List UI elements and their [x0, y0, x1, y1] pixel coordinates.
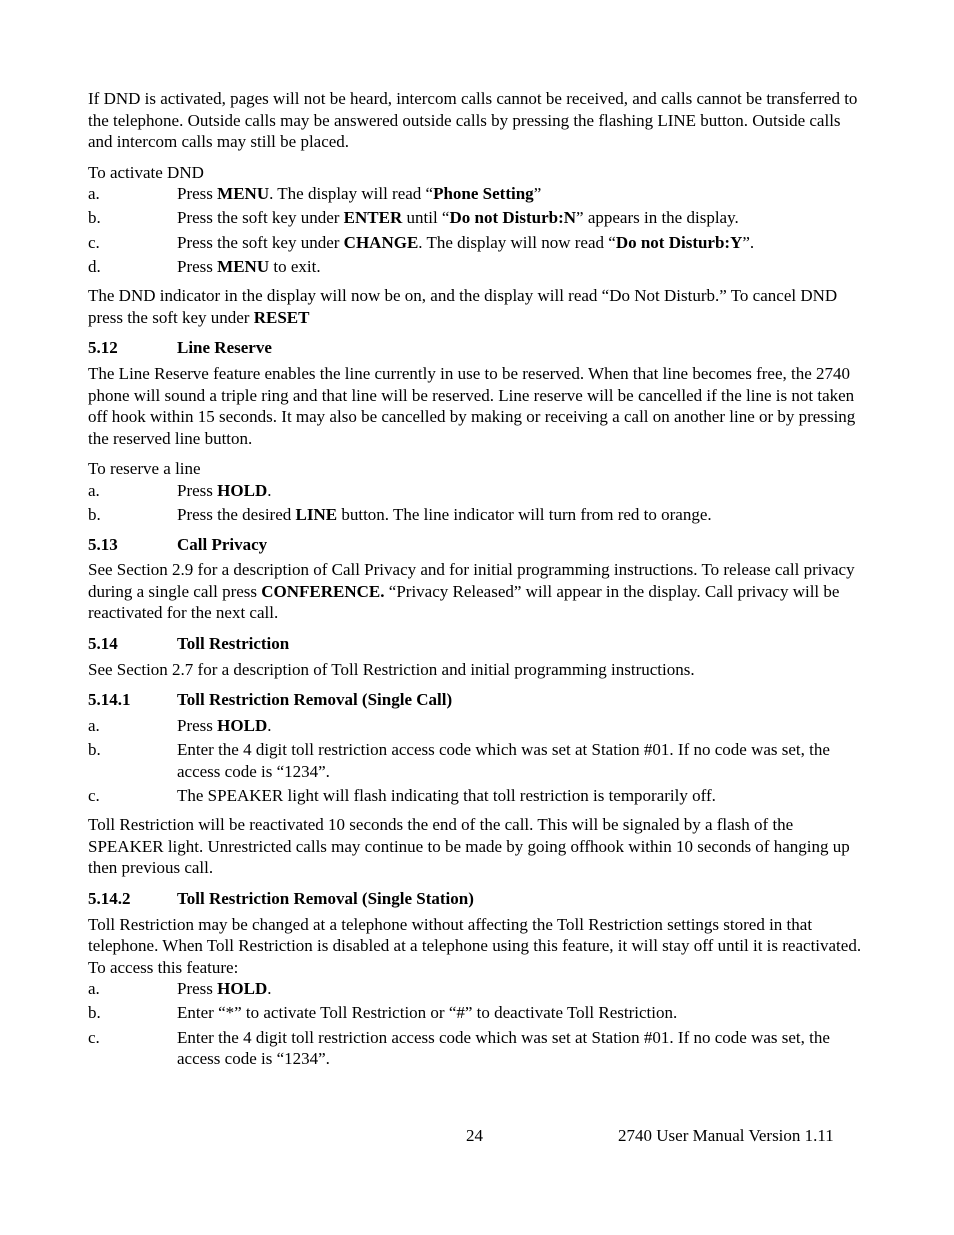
bold-run: Phone Setting: [433, 184, 534, 204]
section-number: 5.12: [88, 338, 118, 358]
bold-run: MENU: [217, 256, 270, 276]
toll-restriction-paragraph: See Section 2.7 for a description of Toll Restriction and initial programming instructions.: [88, 659, 695, 679]
section-number: 5.14: [88, 634, 118, 654]
text-run: The DND indicator in the display will now be on, and the display will read “Do Not Disturb.” To cancel DND press the soft key under: [88, 286, 838, 327]
text-run: . The display will read “: [269, 184, 434, 204]
single-station-steps: [88, 978, 868, 1069]
list-item: [88, 739, 868, 782]
section-heading-5-14-2: [88, 888, 868, 910]
list-item: [88, 715, 868, 737]
item-text: [177, 480, 868, 502]
item-label: b.: [88, 739, 101, 759]
item-text: [177, 715, 868, 737]
dnd-after-paragraph: [88, 285, 868, 328]
dnd-paragraph: If DND is activated, pages will not be heard, intercom calls cannot be received, and calls cannot be transferred to the telephone. Outside calls may be answered outside calls by pressing the flashing LINE button. Outside calls and intercom calls may still be placed.: [88, 89, 858, 152]
text-run: Press: [177, 715, 218, 735]
section-heading-5-13: [88, 534, 868, 556]
section-number: 5.14.2: [88, 889, 131, 908]
list-item: [88, 1002, 868, 1024]
list-item: [88, 480, 868, 502]
item-text: [177, 183, 868, 205]
bold-run: LINE: [295, 505, 338, 525]
text-run: ” appears in the display.: [576, 208, 739, 228]
text-run: Press the soft key under: [177, 208, 344, 228]
item-text: [177, 504, 868, 526]
text-run: .: [267, 481, 272, 500]
item-text: Enter “*” to activate Toll Restriction or “#” to deactivate Toll Restriction.: [177, 1003, 678, 1023]
text-run: Press: [177, 979, 218, 999]
line-reserve-intro: To reserve a line: [88, 459, 201, 479]
text-run: . The display will now read “: [418, 232, 616, 252]
page-footer: [0, 1125, 954, 1147]
item-text: [177, 256, 868, 278]
text-run: button. The line indicator will turn from red to orange.: [337, 505, 712, 525]
item-text: The SPEAKER light will flash indicating that toll restriction is temporarily off.: [177, 785, 716, 805]
section-number: 5.13: [88, 534, 118, 554]
bold-run: RESET: [253, 307, 310, 327]
bold-run: CHANGE: [343, 232, 419, 252]
section-heading-5-14-1: [88, 689, 868, 711]
list-item: [88, 1027, 868, 1070]
bold-run: ENTER: [343, 208, 403, 228]
item-label: c.: [88, 1027, 100, 1047]
text-run: Press: [177, 256, 218, 276]
item-label: a.: [88, 184, 100, 204]
list-item: [88, 256, 868, 278]
section-heading-5-12: [88, 337, 868, 359]
single-call-steps: [88, 715, 868, 806]
section-title: Toll Restriction Removal (Single Station): [177, 889, 474, 908]
line-reserve-paragraph: The Line Reserve feature enables the line currently in use to be reserved. When that line becomes free, the 2740 phone will sound a triple ring and that line will be reserved. Line reserve will be cancelled if the line is not taken off hook within 15 seconds. It may also be cancelled by making or receiving a call on another line or by pressing the reserved line button.: [88, 364, 856, 448]
text-run: .: [267, 715, 272, 735]
text-run: Press the soft key under: [177, 232, 344, 252]
section-title: Toll Restriction: [177, 634, 290, 654]
item-label: c.: [88, 232, 100, 252]
list-item: [88, 232, 868, 254]
text-run: ”: [533, 184, 542, 204]
bold-run: Do not Disturb:N: [449, 208, 577, 228]
item-label: d.: [88, 256, 101, 276]
list-item: [88, 978, 868, 1000]
item-label: b.: [88, 1003, 101, 1023]
document-title: 2740 User Manual Version 1.11: [618, 1126, 834, 1145]
manual-page: [88, 88, 868, 1078]
item-label: a.: [88, 481, 100, 500]
dnd-intro: To activate DND: [88, 162, 204, 182]
text-run: See Section 2.9 for a description of Call Privacy and for initial programming instructions. To release call privacy during a single call press: [88, 560, 855, 601]
dnd-steps: [88, 183, 868, 277]
item-label: b.: [88, 505, 101, 525]
page-number: 24: [466, 1126, 483, 1145]
item-text: [177, 978, 868, 1000]
item-label: b.: [88, 208, 101, 228]
bold-run: HOLD: [217, 715, 268, 735]
single-station-paragraph: Toll Restriction may be changed at a telephone without affecting the Toll Restriction settings stored in that telephone. When Toll Restriction is disabled at a telephone using this feature, it will stay off until it is reactivated. To access this feature:: [88, 914, 862, 977]
list-item: [88, 183, 868, 205]
text-run: “Privacy Released” will appear in the display. Call privacy will be reactivated for the next call.: [88, 581, 840, 623]
item-text: Enter the 4 digit toll restriction access code which was set at Station #01. If no code was set, the access code is “1234”.: [177, 739, 830, 781]
section-heading-5-14: [88, 633, 868, 655]
line-reserve-steps: [88, 480, 868, 526]
text-run: until “: [402, 208, 450, 228]
text-run: to exit.: [269, 256, 321, 276]
single-call-after-paragraph: Toll Restriction will be reactivated 10 seconds the end of the call. This will be signaled by a flash of the SPEAKER light. Unrestricted calls may continue to be made by going offhook within 10 seconds of hanging up then previous call.: [88, 815, 850, 878]
list-item: [88, 504, 868, 526]
text-run: Press: [177, 481, 218, 500]
bold-run: MENU: [217, 184, 270, 204]
item-text: [177, 207, 868, 229]
section-title: Line Reserve: [177, 338, 272, 358]
list-item: [88, 207, 868, 229]
bold-run: HOLD: [217, 481, 268, 500]
section-number: 5.14.1: [88, 690, 131, 710]
item-text: Enter the 4 digit toll restriction access code which was set at Station #01. If no code was set, the access code is “1234”.: [177, 1027, 830, 1069]
call-privacy-paragraph: [88, 559, 868, 624]
text-run: Press the desired: [177, 505, 296, 525]
bold-run: CONFERENCE.: [261, 581, 385, 601]
list-item: [88, 785, 868, 807]
text-run: .: [267, 979, 272, 999]
item-label: a.: [88, 715, 100, 735]
item-label: a.: [88, 979, 100, 999]
item-text: [177, 232, 868, 254]
text-run: ”.: [742, 232, 755, 252]
bold-run: HOLD: [217, 979, 268, 999]
bold-run: Do not Disturb:Y: [615, 232, 743, 252]
section-title: Call Privacy: [177, 534, 268, 554]
item-label: c.: [88, 785, 100, 805]
text-run: Press: [177, 184, 218, 204]
section-title: Toll Restriction Removal (Single Call): [177, 690, 453, 710]
